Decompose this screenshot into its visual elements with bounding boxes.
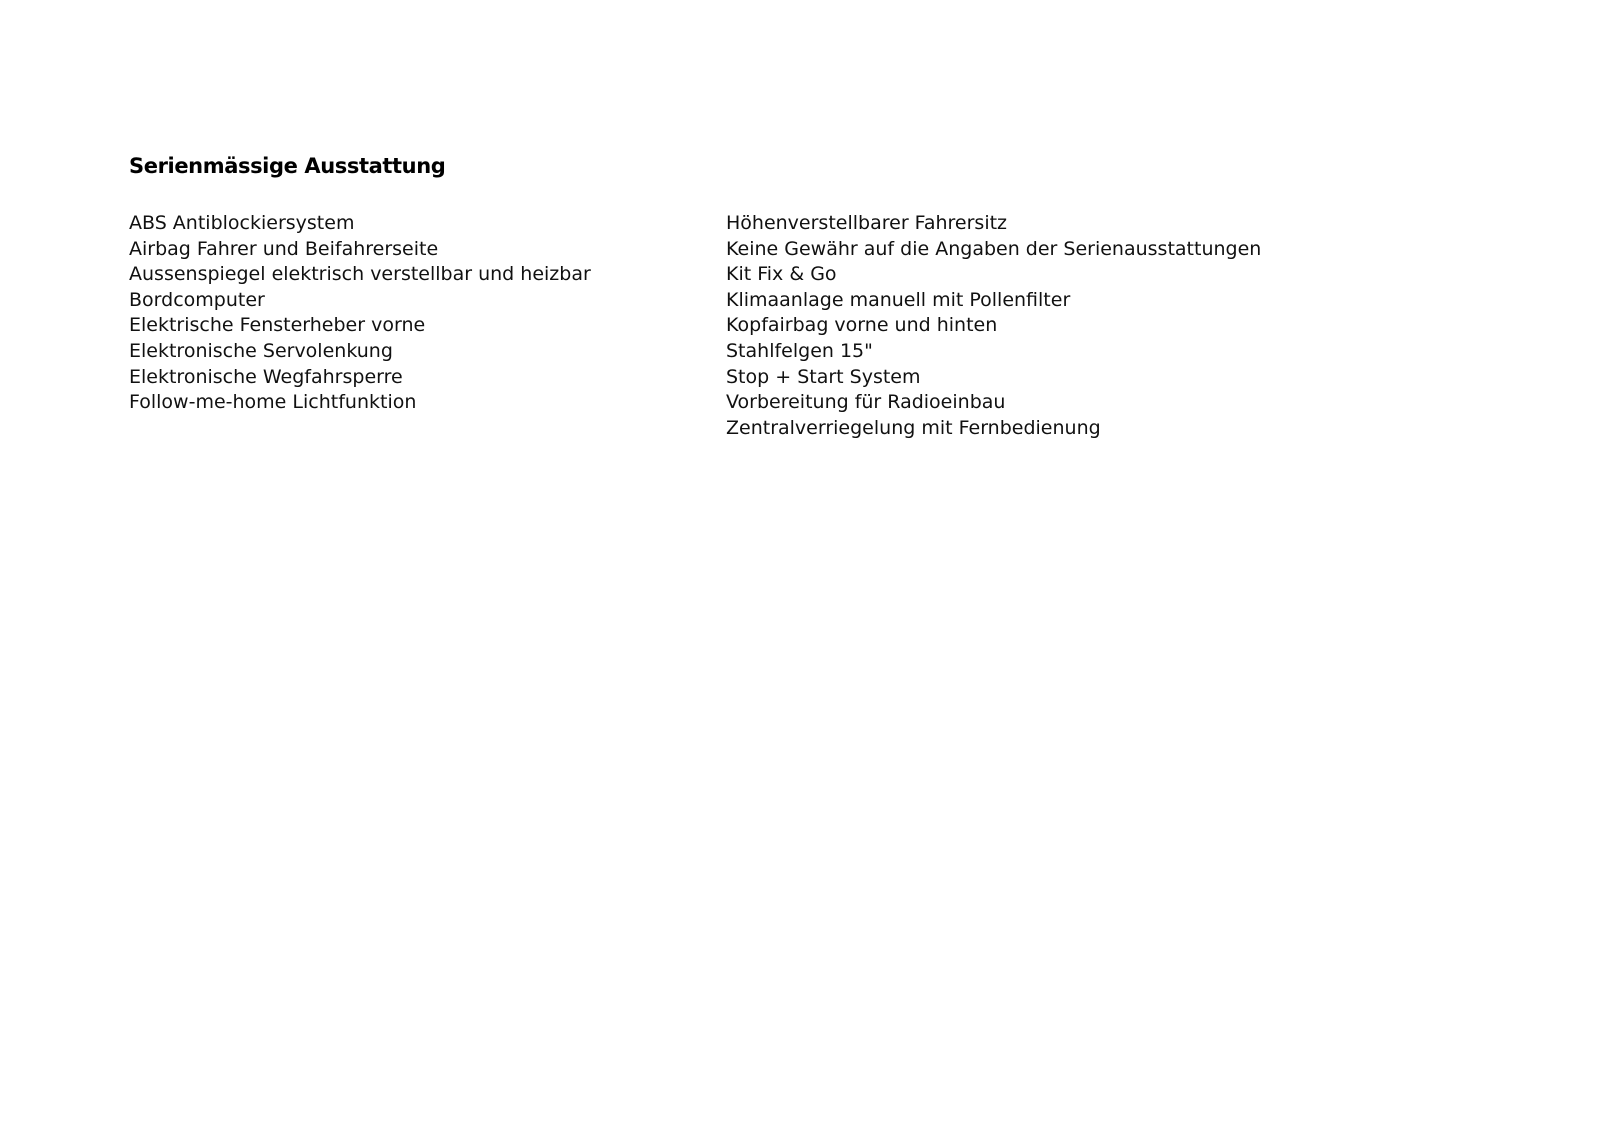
equipment-item: Stahlfelgen 15": [726, 339, 873, 362]
equipment-item: Keine Gewähr auf die Angaben der Serienausstattungen: [726, 237, 1262, 260]
equipment-item: Höhenverstellbarer Fahrersitz: [726, 212, 1008, 234]
equipment-item: Kopfairbag vorne und hinten: [726, 314, 998, 337]
equipment-item: Kit Fix & Go: [726, 263, 837, 286]
equipment-item: Elektronische Servolenkung: [129, 339, 393, 362]
section-heading: Serienmässige Ausstattung: [129, 154, 446, 178]
equipment-item: Elektrische Fensterheber vorne: [129, 314, 426, 337]
equipment-item: Zentralverriegelung mit Fernbedienung: [726, 416, 1101, 439]
equipment-item: Airbag Fahrer und Beifahrerseite: [129, 237, 439, 260]
equipment-item: Stop + Start System: [726, 365, 921, 388]
equipment-item: Vorbereitung für Radioeinbau: [726, 391, 1006, 414]
equipment-item: ABS Antiblockiersystem: [129, 212, 355, 234]
equipment-item: Elektronische Wegfahrsperre: [129, 365, 403, 388]
equipment-list-right: [726, 211, 1261, 441]
equipment-item: Aussenspiegel elektrisch verstellbar und heizbar: [129, 263, 591, 286]
equipment-item: Follow-me-home Lichtfunktion: [129, 391, 417, 414]
equipment-list-left: [129, 211, 591, 416]
equipment-item: Bordcomputer: [129, 288, 265, 311]
equipment-item: Klimaanlage manuell mit Pollenfilter: [726, 288, 1071, 311]
